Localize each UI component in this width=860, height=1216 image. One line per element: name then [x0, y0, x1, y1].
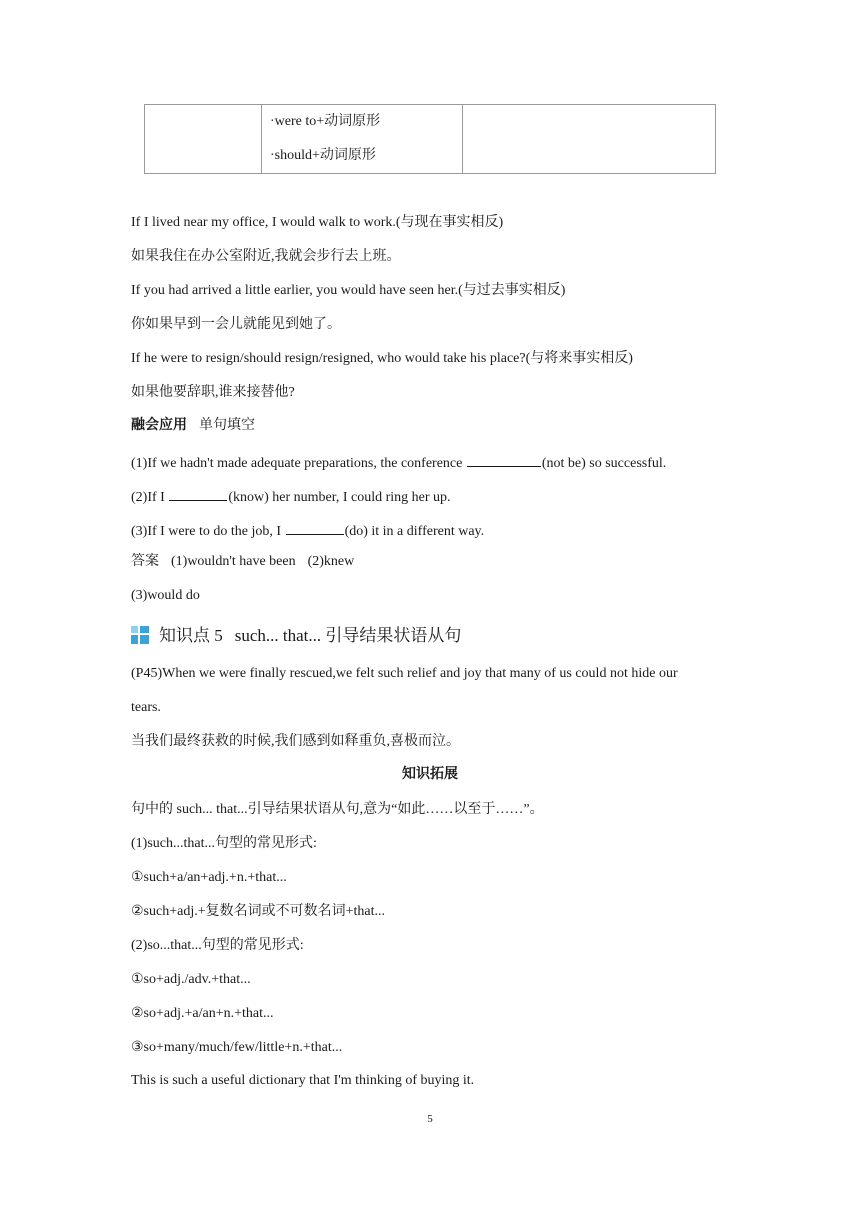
question-2-hint: (know) her number, I could ring her up.: [228, 490, 451, 505]
such-heading: (1)such...that...句型的常见形式:: [131, 836, 317, 851]
table-cell-empty: [145, 105, 262, 174]
form-were-to: ·were to+动词原形: [270, 114, 381, 129]
page-number: 5: [427, 1113, 433, 1125]
answer-blank: [169, 486, 227, 501]
answers-line: [131, 553, 354, 571]
example-1-chinese: 如果我住在办公室附近,我就会步行去上班。: [131, 249, 401, 264]
question-1-hint: (not be) so successful.: [541, 456, 667, 471]
so-form-1: ①so+adj./adv.+that...: [131, 972, 251, 987]
source-translation: 当我们最终获救的时候,我们感到如释重负,喜极而泣。: [131, 734, 460, 749]
answer-label: 答案: [131, 554, 159, 569]
section-5-heading: [131, 625, 461, 647]
such-form-2: ②such+adj.+复数名词或不可数名词+that...: [131, 904, 385, 919]
question-2: [131, 486, 451, 507]
question-2-text: (2)If I: [131, 490, 169, 505]
grammar-table-fragment: [144, 104, 716, 174]
source-sentence-line-1: (P45)When we were finally rescued,we felt such relief and joy that many of us could not hide our: [131, 666, 678, 681]
so-form-2: ②so+adj.+a/an+n.+that...: [131, 1006, 274, 1021]
section-squares-icon: [131, 626, 149, 644]
source-sentence-line-2: tears.: [131, 700, 161, 715]
question-3-hint: (do) it in a different way.: [344, 524, 485, 539]
example-2-english: If you had arrived a little earlier, you would have seen her.(与过去事实相反): [131, 283, 566, 298]
question-1-text: (1)If we hadn't made adequate preparations, the conference: [131, 456, 466, 471]
expansion-intro: 句中的 such... that...引导结果状语从句,意为“如此……以至于……”。: [131, 802, 544, 817]
form-should: ·should+动词原形: [270, 148, 376, 163]
question-1: [131, 452, 666, 473]
such-form-1: ①such+a/an+adj.+n.+that...: [131, 870, 287, 885]
example-3-chinese: 如果他要辞职,谁来接替他?: [131, 385, 295, 400]
answer-blank: [467, 452, 541, 467]
question-3-text: (3)If I were to do the job, I: [131, 524, 285, 539]
answer-3: (3)would do: [131, 588, 200, 603]
question-3: [131, 520, 484, 541]
expansion-title: 知识拓展: [402, 767, 458, 782]
answer-1: (1)wouldn't have been: [171, 554, 296, 569]
such-example: This is such a useful dictionary that I'm thinking of buying it.: [131, 1073, 475, 1088]
practice-subtitle: 单句填空: [199, 418, 255, 433]
practice-header: [131, 417, 255, 435]
so-form-3: ③so+many/much/few/little+n.+that...: [131, 1040, 343, 1055]
so-heading: (2)so...that...句型的常见形式:: [131, 938, 304, 953]
example-1-english: If I lived near my office, I would walk to work.(与现在事实相反): [131, 215, 504, 230]
example-2-chinese: 你如果早到一会儿就能见到她了。: [131, 317, 341, 332]
section-number: 知识点 5: [159, 626, 223, 645]
table-cell-empty-right: [463, 105, 716, 174]
example-3-english: If he were to resign/should resign/resigned, who would take his place?(与将来事实相反): [131, 351, 633, 366]
section-title: such... that... 引导结果状语从句: [234, 626, 462, 645]
table-row: [145, 105, 716, 174]
practice-label: 融会应用: [131, 418, 187, 433]
answer-blank: [286, 520, 344, 535]
answer-2: (2)knew: [307, 554, 355, 569]
table-cell-forms: [262, 105, 463, 174]
